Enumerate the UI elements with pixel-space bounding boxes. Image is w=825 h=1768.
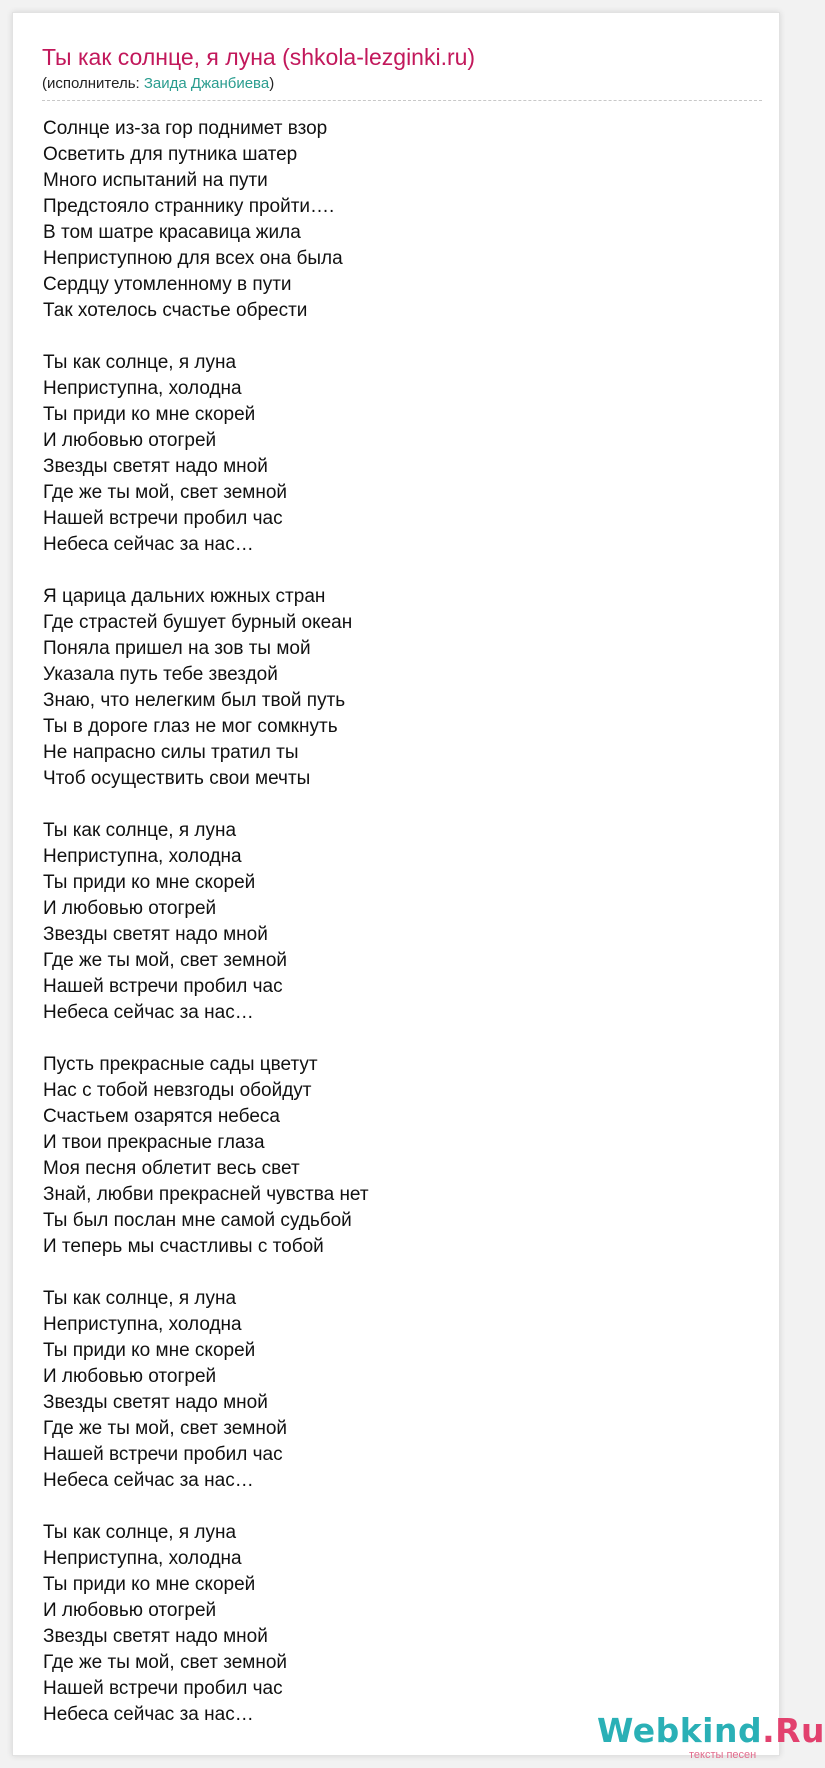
byline-suffix: ) xyxy=(269,75,275,92)
byline-prefix: (исполнитель: xyxy=(42,75,144,92)
lyric-line: Где же ты мой, свет земной xyxy=(43,1652,288,1673)
lyric-line: Небеса сейчас за нас… xyxy=(43,1002,254,1023)
lyric-line: Указала путь тебе звездой xyxy=(43,664,278,685)
lyric-line: Ты как солнце, я луна xyxy=(43,352,237,373)
page-title: Ты как солнце, я луна (shkola-lezginki.ru) xyxy=(42,44,476,70)
lyric-line: Я царица дальних южных стран xyxy=(43,586,326,607)
lyric-line: Ты приди ко мне скорей xyxy=(43,872,256,893)
logo-wordmark xyxy=(597,1711,825,1750)
lyrics-card xyxy=(12,12,825,1761)
stanza xyxy=(43,818,743,1026)
stanza xyxy=(43,116,743,324)
lyric-line: Неприступна, холодна xyxy=(43,1548,242,1569)
lyric-line: Неприступна, холодна xyxy=(43,1314,242,1335)
lyric-line: Ты как солнце, я луна xyxy=(43,820,237,841)
artist-byline xyxy=(42,74,762,101)
lyric-line: И любовью отогрей xyxy=(43,1600,217,1621)
lyric-line: Где же ты мой, свет земной xyxy=(43,1418,288,1439)
lyric-line: Ты приди ко мне скорей xyxy=(43,1574,256,1595)
lyrics-body xyxy=(43,116,743,1754)
logo-main-text: Webkind xyxy=(597,1711,763,1750)
lyric-line: Солнце из-за гор поднимет взор xyxy=(43,118,328,139)
logo-tagline: тексты песен xyxy=(689,1749,757,1761)
lyric-line: Неприступна, холодна xyxy=(43,846,242,867)
lyric-line: Предстояло страннику пройти…. xyxy=(43,196,335,217)
lyric-line: Звезды светят надо мной xyxy=(43,924,268,945)
stanza xyxy=(43,1286,743,1494)
stanza xyxy=(43,350,743,558)
lyric-line: И любовью отогрей xyxy=(43,898,217,919)
lyric-line: Знаю, что нелегким был твой путь xyxy=(43,690,346,711)
lyric-line: Нашей встречи пробил час xyxy=(43,976,283,997)
stanza xyxy=(43,584,743,792)
lyric-line: Много испытаний на пути xyxy=(43,170,268,191)
lyric-line: Не напрасно силы тратил ты xyxy=(43,742,299,763)
lyric-line: Знай, любви прекрасней чувства нет xyxy=(43,1184,369,1205)
lyric-line: И теперь мы счастливы с тобой xyxy=(43,1236,324,1257)
lyric-line: Нашей встречи пробил час xyxy=(43,1678,283,1699)
lyric-line: Чтоб осуществить свои мечты xyxy=(43,768,311,789)
lyric-line: И любовью отогрей xyxy=(43,1366,217,1387)
lyric-line: Нашей встречи пробил час xyxy=(43,508,283,529)
lyric-line: Звезды светят надо мной xyxy=(43,1392,268,1413)
stanza xyxy=(43,1520,743,1728)
song-header xyxy=(42,42,762,101)
lyric-line: Звезды светят надо мной xyxy=(43,456,268,477)
webkind-logo[interactable] xyxy=(597,1711,825,1765)
lyric-line: Так хотелось счастье обрести xyxy=(43,300,308,321)
lyric-line: И твои прекрасные глаза xyxy=(43,1132,265,1153)
lyric-line: Небеса сейчас за нас… xyxy=(43,1470,254,1491)
lyric-line: Моя песня облетит весь свет xyxy=(43,1158,300,1179)
lyric-line: Где страстей бушует бурный океан xyxy=(43,612,353,633)
lyric-line: Нас с тобой невзгоды обойдут xyxy=(43,1080,312,1101)
lyric-line: Ты как солнце, я луна xyxy=(43,1522,237,1543)
lyric-line: Где же ты мой, свет земной xyxy=(43,950,288,971)
lyric-line: Нашей встречи пробил час xyxy=(43,1444,283,1465)
lyric-line: Ты в дороге глаз не мог сомкнуть xyxy=(43,716,338,737)
lyric-line: Ты как солнце, я луна xyxy=(43,1288,237,1309)
artist-link[interactable]: Заида Джанбиева xyxy=(143,75,270,92)
lyric-line: Неприступна, холодна xyxy=(43,378,242,399)
lyric-line: Ты приди ко мне скорей xyxy=(43,1340,256,1361)
lyric-line: Сердцу утомленному в пути xyxy=(43,274,292,295)
lyric-line: В том шатре красавица жила xyxy=(43,222,301,243)
lyric-line: Осветить для путника шатер xyxy=(43,144,298,165)
stanza xyxy=(43,1052,743,1260)
lyric-line: Счастьем озарятся небеса xyxy=(43,1106,280,1127)
lyric-line: Неприступною для всех она была xyxy=(43,248,343,269)
lyric-line: Звезды светят надо мной xyxy=(43,1626,268,1647)
lyric-line: И любовью отогрей xyxy=(43,430,217,451)
lyric-line: Где же ты мой, свет земной xyxy=(43,482,288,503)
lyric-line: Небеса сейчас за нас… xyxy=(43,1704,254,1725)
lyric-line: Небеса сейчас за нас… xyxy=(43,534,254,555)
lyric-line: Ты приди ко мне скорей xyxy=(43,404,256,425)
lyric-line: Ты был послан мне самой судьбой xyxy=(43,1210,352,1231)
lyric-line: Поняла пришел на зов ты мой xyxy=(43,638,311,659)
lyric-line: Пусть прекрасные сады цветут xyxy=(43,1054,318,1075)
logo-suffix-text: .Ru xyxy=(762,1711,825,1750)
